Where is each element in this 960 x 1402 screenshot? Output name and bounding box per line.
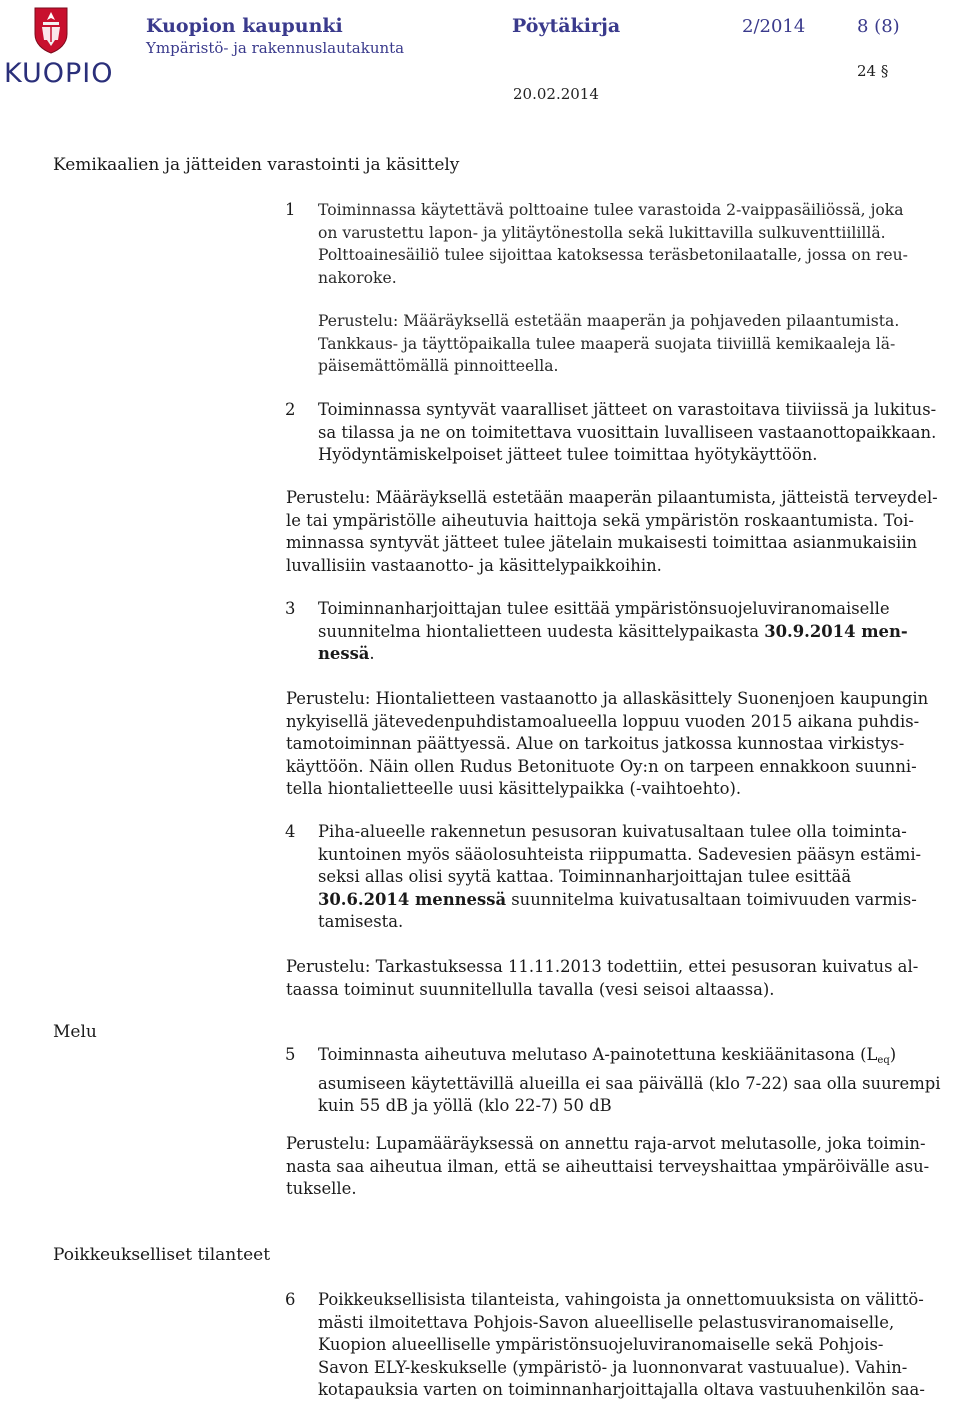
deadline-text: 30.6.2014 mennessä <box>318 889 507 909</box>
text-line: nakoroke. <box>318 268 397 287</box>
item-1-text <box>318 199 958 289</box>
text-line: Savon ELY-keskukselle (ympäristö- ja luonnonvarat vastuualue). Vahin- <box>318 1357 908 1377</box>
text-line: seksi allas olisi syytä kattaa. Toiminnanharjoittajan tulee esittää <box>318 867 852 886</box>
text-span: Toiminnasta aiheutuva melutaso A-painotettuna keskiäänitasona (L <box>318 1045 878 1064</box>
meeting-date: 20.02.2014 <box>513 85 599 103</box>
document-number: 2/2014 <box>742 16 806 37</box>
item-3-rationale <box>286 688 954 801</box>
item-number: 5 <box>285 1045 296 1064</box>
text-line: Toiminnassa syntyvät vaaralliset jätteet on varastoitava tiiviissä ja lukitus- <box>318 400 937 419</box>
text-line: Piha-alueelle rakennetun pesusoran kuivatusaltaan tulee olla toiminta- <box>318 822 907 841</box>
section-heading-exceptional: Poikkeukselliset tilanteet <box>53 1245 271 1265</box>
text-line: Perustelu: Tarkastuksessa 11.11.2013 todettiin, ettei pesusoran kuivatus al- <box>286 957 919 976</box>
item-number: 2 <box>285 400 296 419</box>
text-line: Perustelu: Lupamääräyksessä on annettu raja-arvot melutasolle, joka toimin- <box>286 1134 926 1153</box>
department-name: Ympäristö- ja rakennuslautakunta <box>146 39 405 57</box>
coat-of-arms-icon <box>33 6 69 54</box>
text-line <box>318 621 958 644</box>
item-4-text <box>318 821 958 934</box>
text-line: kuntoinen myös sääolosuhteista riippumatta. Sadevesien pääsyn estämi- <box>318 844 922 864</box>
subscript-text: eq <box>877 1055 890 1066</box>
text-line: nykyisellä jätevedenpuhdistamoalueella loppuu vuoden 2015 aikana puhdis- <box>286 711 920 731</box>
text-line: Tankkaus- ja täyttöpaikalla tulee maaperä suojata tiiviillä kemikaaleja lä- <box>318 334 896 353</box>
deadline-text: 30.9.2014 men- <box>764 621 908 641</box>
text-line: on varustettu lapon- ja ylitäytönestolla sekä lukittavilla sulkuventtiilillä. <box>318 223 886 242</box>
item-3-text <box>318 598 958 666</box>
text-line: tamotoiminnan päättyessä. Alue on tarkoitus jatkossa kunnostaa virkistys- <box>286 734 905 753</box>
item-number: 1 <box>285 200 296 219</box>
text-line: Kuopion alueelliselle ympäristönsuojeluviranomaiselle sekä Pohjois- <box>318 1335 884 1354</box>
kuopio-logo <box>0 0 114 95</box>
text-line: le tai ympäristölle aiheutuvia haittoja sekä ympäristön roskaantumista. Toi- <box>286 510 914 530</box>
text-line: tamisesta. <box>318 912 404 931</box>
text-line: Perustelu: Määräyksellä estetään maaperän pilaantumista, jätteistä terveydel- <box>286 488 938 507</box>
text-line: asumiseen käytettävillä alueilla ei saa päivällä (klo 7-22) saa olla suurempi <box>318 1073 941 1093</box>
page-number: 8 (8) <box>857 16 900 37</box>
text-line <box>318 889 958 912</box>
text-line <box>318 643 958 666</box>
text-line <box>318 1044 958 1073</box>
item-6-text <box>318 1289 958 1402</box>
item-1-rationale <box>318 310 958 378</box>
text-line: taassa toiminut suunnitellulla tavalla (vesi seisoi altaassa). <box>286 979 775 999</box>
text-line: Toiminnassa käytettävä polttoaine tulee varastoida 2-vaippasäiliössä, joka <box>318 201 904 219</box>
text-span: suunnitelma kuivatusaltaan toimivuuden varmis- <box>506 889 917 909</box>
section-number: 24 § <box>857 62 889 80</box>
text-line: Perustelu: Hiontalietteen vastaanotto ja allaskäsittely Suonenjoen kaupungin <box>286 689 929 708</box>
text-line: mästi ilmoitettava Pohjois-Savon alueelliselle pelastusviranomaiselle, <box>318 1312 895 1332</box>
document-type: Pöytäkirja <box>512 15 621 37</box>
text-line: Polttoainesäiliö tulee sijoittaa katoksessa teräsbetonilaatalle, jossa on reu- <box>318 246 908 264</box>
text-line: sa tilassa ja ne on toimitettava vuosittain luvalliseen vastaanottopaikkaan. <box>318 422 937 442</box>
text-line: Toiminnanharjoittajan tulee esittää ympäristönsuojeluviranomaiselle <box>318 599 890 618</box>
text-line: tukselle. <box>286 1179 357 1198</box>
text-span: . <box>369 644 375 663</box>
text-line: päisemättömällä pinnoitteella. <box>318 357 559 375</box>
text-line: minnassa syntyvät jätteet tulee jätelain mukaisesti toimittaa asianmukaisiin <box>286 533 918 552</box>
item-4-rationale <box>286 956 954 1001</box>
org-name: Kuopion kaupunki <box>146 15 343 37</box>
item-2-text <box>318 399 958 467</box>
text-line: kotapauksia varten on toiminnanharjoittajalla oltava vastuuhenkilön saa- <box>318 1380 925 1399</box>
item-5-text <box>318 1044 958 1118</box>
text-line: Perustelu: Määräyksellä estetään maaperän ja pohjaveden pilaantumista. <box>318 312 900 330</box>
section-heading-storage: Kemikaalien ja jätteiden varastointi ja käsittely <box>53 155 460 175</box>
item-number: 4 <box>285 822 296 841</box>
text-span: suunnitelma hiontalietteen uudesta käsittelypaikasta <box>318 621 765 641</box>
text-span: ) <box>889 1045 897 1064</box>
text-line: Poikkeuksellisista tilanteista, vahingoista ja onnettomuuksista on välittö- <box>318 1290 924 1309</box>
text-line: käyttöön. Näin ollen Rudus Betonituote Oy:n on tarpeen ennakkoon suunni- <box>286 756 917 776</box>
text-line: luvallisiin vastaanotto- ja käsittelypaikkoihin. <box>286 555 662 575</box>
item-number: 3 <box>285 599 296 618</box>
item-2-rationale <box>286 487 954 577</box>
item-number: 6 <box>285 1290 296 1309</box>
text-line: nasta saa aiheutua ilman, että se aiheuttaisi terveyshaittaa ympäröivälle asu- <box>286 1156 930 1176</box>
deadline-text: nessä <box>318 644 370 663</box>
text-line: kuin 55 dB ja yöllä (klo 22-7) 50 dB <box>318 1096 612 1115</box>
text-line: Hyödyntämiskelpoiset jätteet tulee toimittaa hyötykäyttöön. <box>318 445 818 464</box>
item-5-rationale <box>286 1133 954 1201</box>
section-heading-noise: Melu <box>53 1022 97 1042</box>
text-line: tella hiontalietteelle uusi käsittelypaikka (-vaihtoehto). <box>286 779 742 798</box>
logo-wordmark: KUOPIO <box>4 58 114 89</box>
